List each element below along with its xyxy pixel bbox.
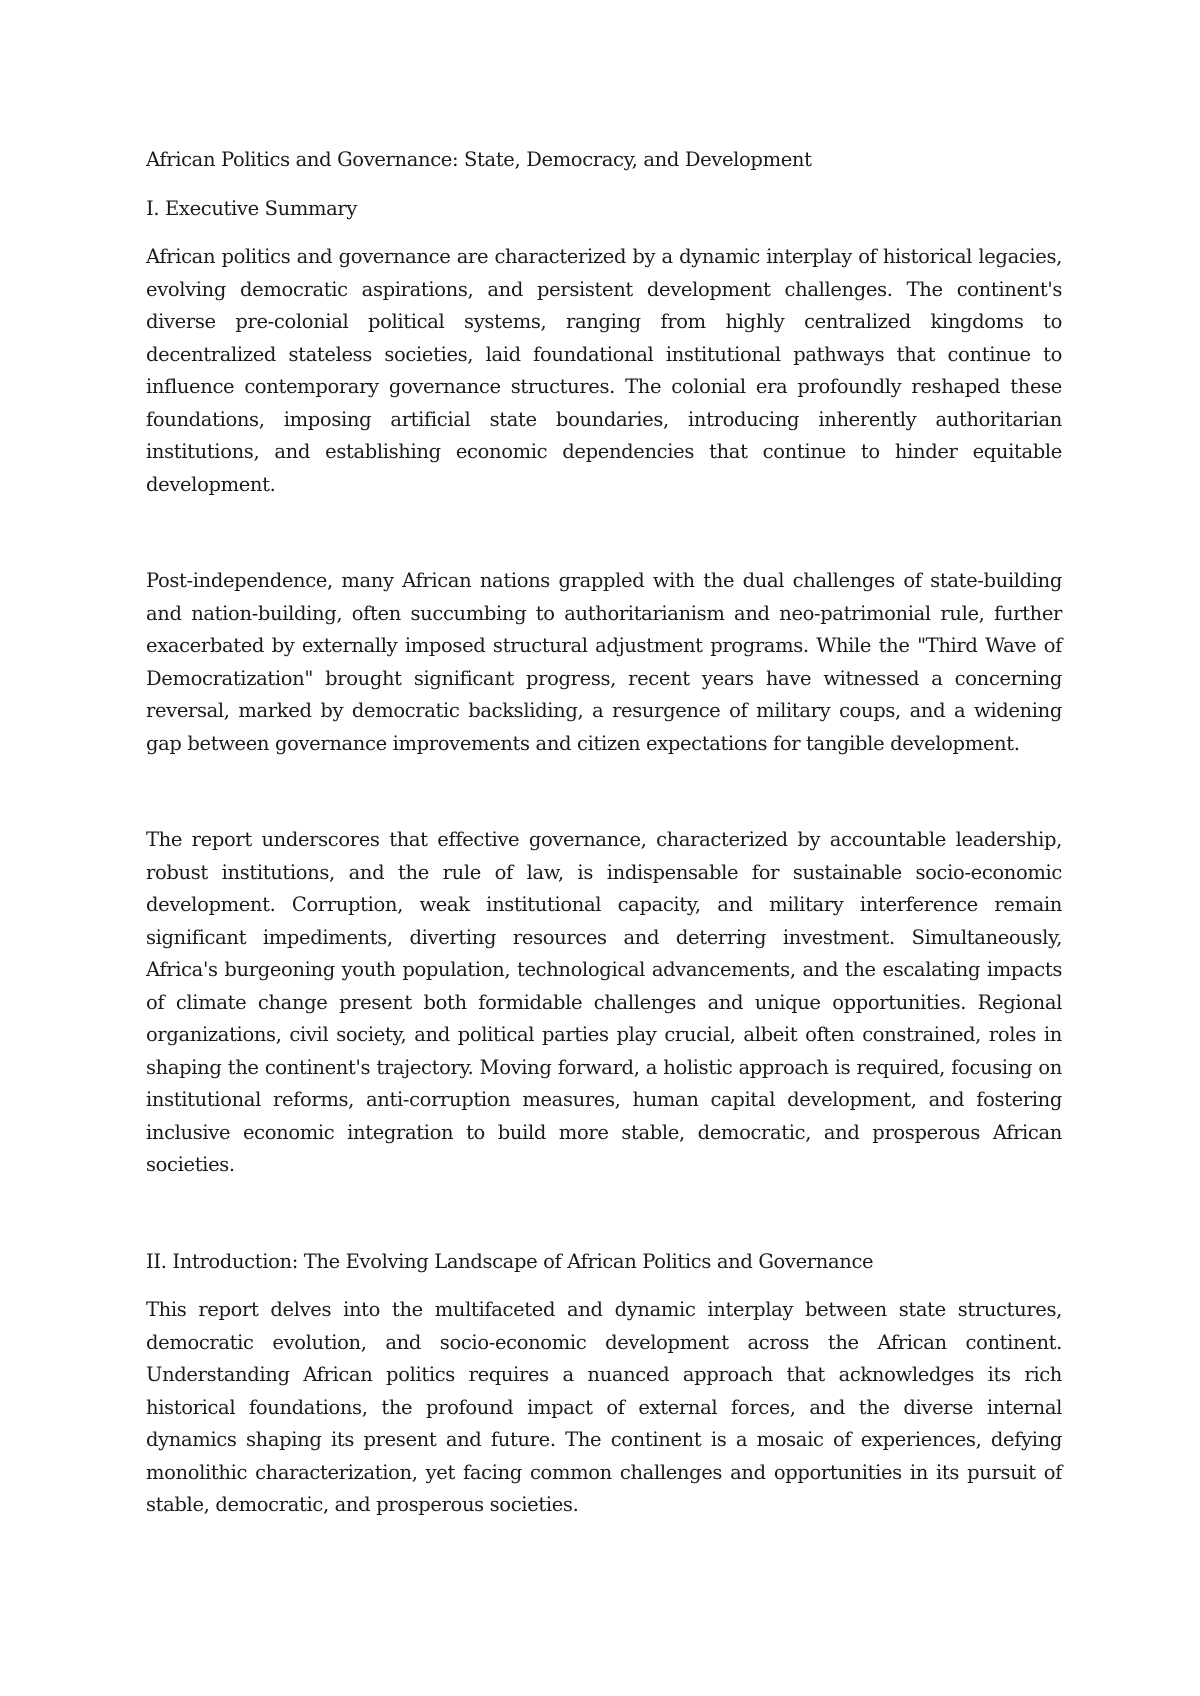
document-page	[146, 144, 1062, 1522]
paragraph-spacer	[146, 760, 1062, 824]
executive-summary-paragraph-3: The report underscores that effective governance, characterized by accountable leadership, robust institutions, and the rule of law, is indispensable for sustainable socio-economic development. Corruption, weak institutional capacity, and military interference remain significant impediments, diverting resources and deterring investment. Simultaneously, Africa's burgeoning youth population, technological advancements, and the escalating impacts of climate change present both formidable challenges and unique opportunities. Regional organizations, civil society, and political parties play crucial, albeit often constrained, roles in shaping the continent's trajectory. Moving forward, a holistic approach is required, focusing on institutional reforms, anti-corruption measures, human capital development, and fostering inclusive economic integration to build more stable, democratic, and prosperous African societies.	[146, 828, 1062, 1176]
document-title: African Politics and Governance: State, Democracy, and Development	[146, 148, 812, 171]
executive-summary-paragraph-1: African politics and governance are characterized by a dynamic interplay of historical legacies, evolving democratic aspirations, and persistent development challenges. The continent's diverse pre-colonial political systems, ranging from highly centralized kingdoms to decentralized stateless societies, laid foundational institutional pathways that continue to influence contemporary governance structures. The colonial era profoundly reshaped these foundations, imposing artificial state boundaries, introducing inherently authoritarian institutions, and establishing economic dependencies that continue to hinder equitable development.	[146, 245, 1062, 496]
section-heading-executive-summary: I. Executive Summary	[146, 196, 358, 220]
section-spacer	[146, 1182, 1062, 1246]
introduction-paragraph-1: This report delves into the multifaceted and dynamic interplay between state structures, democratic evolution, and socio-economic development across the African continent. Understanding African politics requires a nuanced approach that acknowledges its rich historical foundations, the profound impact of external forces, and the diverse internal dynamics shaping its present and future. The continent is a mosaic of experiences, defying monolithic characterization, yet facing common challenges and opportunities in its pursuit of stable, democratic, and prosperous societies.	[146, 1298, 1062, 1516]
executive-summary-paragraph-2: Post-independence, many African nations grappled with the dual challenges of state-building and nation-building, often succumbing to authoritarianism and neo-patrimonial rule, further exacerbated by externally imposed structural adjustment programs. While the "Third Wave of Democratization" brought significant progress, recent years have witnessed a concerning reversal, marked by democratic backsliding, a resurgence of military coups, and a widening gap between governance improvements and citizen expectations for tangible development.	[146, 569, 1062, 755]
paragraph-spacer	[146, 501, 1062, 565]
section-heading-introduction: II. Introduction: The Evolving Landscape of African Politics and Governance	[146, 1249, 874, 1273]
